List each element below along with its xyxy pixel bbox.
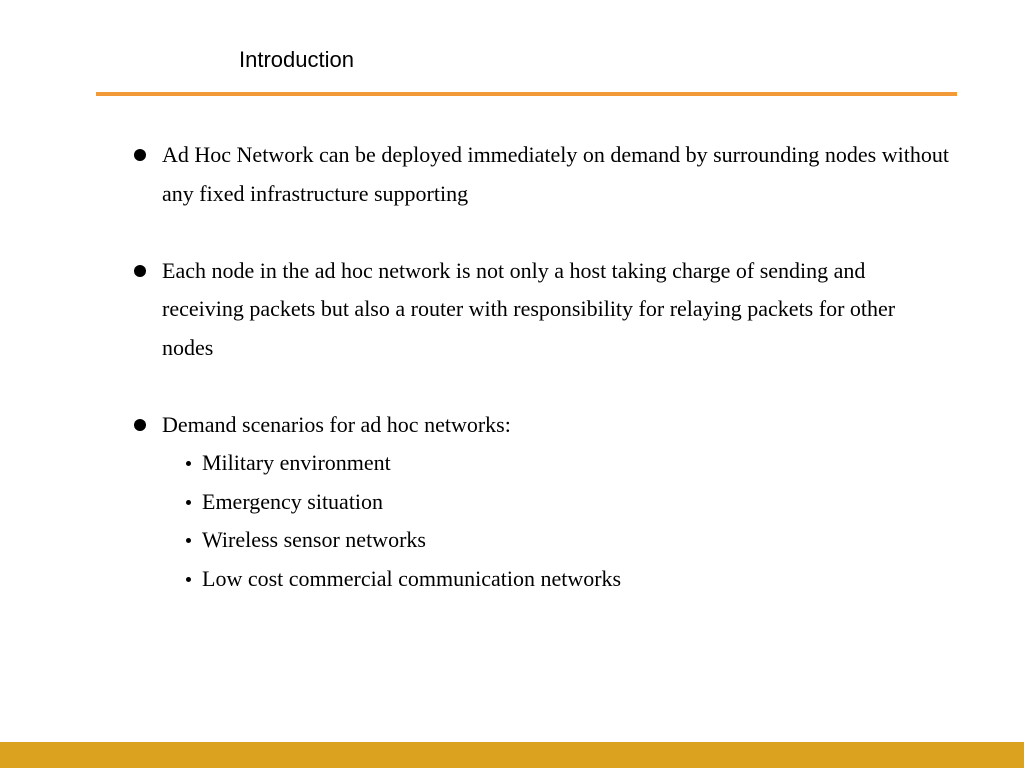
sub-item-text: Emergency situation [202, 488, 384, 514]
sub-bullet-icon [186, 538, 191, 543]
sub-list-item [162, 483, 950, 522]
sub-list-item [162, 560, 950, 599]
bullet-item-node-roles [130, 252, 950, 368]
bullet-item-demand-scenarios [130, 406, 950, 599]
sub-bullet-icon [186, 500, 191, 505]
title-divider [96, 92, 957, 96]
footer-bar [0, 742, 1024, 768]
bullet-dot-icon [134, 419, 146, 431]
sub-item-text: Military environment [202, 450, 391, 475]
bullet-text: Ad Hoc Network can be deployed immediately on demand by surrounding nodes without any fixed infrastructure supporting [162, 142, 949, 206]
sub-list-item [162, 444, 950, 483]
sub-bullet-icon [186, 577, 191, 582]
bullet-text: Demand scenarios for ad hoc networks: [162, 411, 511, 437]
sub-item-text: Low cost commercial communication networks [202, 565, 622, 591]
slide-title: Introduction [239, 47, 354, 72]
sub-item-text: Wireless sensor networks [202, 527, 426, 552]
bullet-dot-icon [134, 265, 146, 277]
bullet-text: Each node in the ad hoc network is not only a host taking charge of sending and receiving packets but also a router with responsibility for relaying packets for other nodes [162, 257, 896, 360]
bullet-dot-icon [134, 149, 146, 161]
sub-list-item [162, 521, 950, 560]
bullet-list [130, 136, 950, 598]
bullet-item-deployment [130, 136, 950, 213]
sub-bullet-icon [186, 461, 191, 466]
scenario-sub-list [162, 444, 950, 598]
